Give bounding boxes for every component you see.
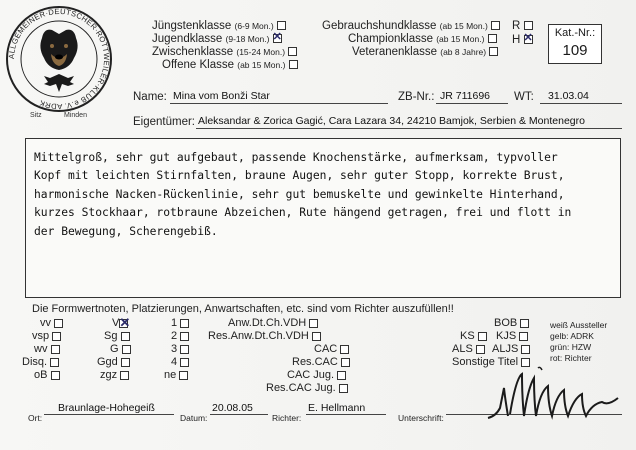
- checkbox-r[interactable]: [524, 21, 533, 30]
- datum-underline: [210, 414, 268, 415]
- class-juengsten[interactable]: Jüngstenklasse (6-9 Mon.): [152, 20, 286, 32]
- title-cac-jug[interactable]: CAC Jug.: [287, 369, 346, 381]
- checkbox-place-1[interactable]: [180, 319, 189, 328]
- checkbox-disq[interactable]: [50, 358, 59, 367]
- evaluation-line: Kopf mit leichten Stirnfalten, braune Augen, sehr guter Stopp, korrekte Brust,: [34, 169, 565, 183]
- grade-disq[interactable]: Disq.: [22, 356, 59, 368]
- datum-value[interactable]: 20.08.05: [212, 402, 253, 414]
- checkbox-ks[interactable]: [478, 332, 487, 341]
- checkbox-res-cac-jug[interactable]: [339, 384, 348, 393]
- zb-underline: [436, 103, 508, 104]
- title-cac[interactable]: CAC: [314, 343, 349, 355]
- seal-sitz: Sitz: [30, 112, 42, 119]
- title-res-cac-jug[interactable]: Res.CAC Jug.: [266, 382, 348, 394]
- check-x-icon: ✕: [272, 31, 282, 44]
- checkbox-sg[interactable]: [121, 332, 130, 341]
- grade-wv[interactable]: wv: [34, 343, 60, 355]
- class-champion[interactable]: Championklasse (ab 15 Mon.): [348, 33, 497, 45]
- adrk-seal-icon: [4, 4, 114, 114]
- class-offene[interactable]: Offene Klasse (ab 15 Mon.): [162, 59, 298, 71]
- checkbox-h[interactable]: [523, 32, 533, 45]
- grade-vv[interactable]: vv: [40, 317, 63, 329]
- instruction-text: Die Formwertnoten, Platzierungen, Anwartschaften, etc. sind vom Richter auszufüllen!!: [32, 303, 454, 315]
- seal-ring-text: ALLGEMEINER·DEUTSCHER·ROTTWEILER·KLUB e.V. ADRK: [6, 6, 112, 112]
- copy-legend: weiß Aussteller gelb: ADRK grün: HZW rot: Richter: [550, 320, 608, 363]
- class-veteranen[interactable]: Veteranenklasse (ab 8 Jahre): [352, 46, 498, 58]
- checkbox-vsp[interactable]: [52, 332, 61, 341]
- grade-sg[interactable]: Sg: [104, 330, 130, 342]
- class-zwischen[interactable]: Zwischenklasse (15-24 Mon.): [152, 46, 297, 58]
- checkbox-place-2[interactable]: [180, 332, 189, 341]
- unterschrift-label: Unterschrift:: [398, 413, 444, 423]
- title-res-anw-dt-ch[interactable]: Res.Anw.Dt.Ch.VDH: [208, 330, 321, 342]
- checkbox-aljs[interactable]: [521, 345, 530, 354]
- place-2[interactable]: 2: [171, 330, 189, 342]
- catalog-number: 109: [562, 42, 588, 59]
- checkbox-res-anw-dt-ch[interactable]: [312, 332, 321, 341]
- checkbox-juengsten[interactable]: [277, 21, 286, 30]
- grade-vsp[interactable]: vsp: [32, 330, 61, 342]
- checkbox-place-ne[interactable]: [179, 371, 188, 380]
- checkbox-g[interactable]: [122, 345, 131, 354]
- grade-ob[interactable]: oB: [34, 369, 60, 381]
- richter-underline: [306, 414, 386, 415]
- catalog-box: [548, 24, 602, 64]
- class-gebrauchshund[interactable]: Gebrauchshundklasse (ab 15 Mon.): [322, 20, 500, 32]
- sex-h[interactable]: H ✕: [512, 32, 533, 46]
- title-res-cac[interactable]: Res.CAC: [292, 356, 350, 368]
- richter-value[interactable]: E. Hellmann: [308, 402, 366, 414]
- owner-underline: [196, 128, 622, 129]
- grade-zgz[interactable]: zgz: [100, 369, 129, 381]
- owner-value[interactable]: Aleksandar & Zorica Gagić, Cara Lazara 34, 24210 Bamjok, Serbien & Montenegro: [198, 115, 585, 127]
- checkbox-veteranen[interactable]: [489, 47, 498, 56]
- name-label: Name:: [133, 91, 167, 103]
- checkbox-v[interactable]: [119, 314, 131, 330]
- title-als[interactable]: ALS: [452, 343, 485, 355]
- checkbox-vv[interactable]: [54, 319, 63, 328]
- place-ne[interactable]: ne: [164, 369, 188, 381]
- checkbox-cac[interactable]: [340, 345, 349, 354]
- wt-value[interactable]: 31.03.04: [548, 90, 589, 102]
- place-4[interactable]: 4: [171, 356, 189, 368]
- title-bob[interactable]: BOB: [494, 317, 529, 329]
- eagle-emblem-icon: [44, 74, 74, 92]
- checkbox-place-3[interactable]: [180, 345, 189, 354]
- richter-label: Richter:: [272, 413, 302, 423]
- owner-label: Eigentümer:: [133, 116, 196, 128]
- title-aljs[interactable]: ALJS: [492, 343, 530, 355]
- ort-label: Ort:: [28, 413, 43, 423]
- checkbox-zgz[interactable]: [120, 371, 129, 380]
- class-jugend[interactable]: Jugendklasse (9-18 Mon.) ✕: [152, 31, 282, 45]
- title-kjs[interactable]: KJS: [496, 330, 528, 342]
- checkbox-gebrauchshund[interactable]: [491, 21, 500, 30]
- zb-label: ZB-Nr.:: [398, 91, 435, 103]
- title-ks[interactable]: KS: [460, 330, 487, 342]
- signature-icon[interactable]: [478, 358, 628, 428]
- checkbox-champion[interactable]: [488, 34, 497, 43]
- evaluation-line: harmonische Nacken-Rückenlinie, sehr gut bemuskelte und gewinkelte Hinterhand,: [34, 187, 565, 201]
- checkbox-place-4[interactable]: [180, 358, 189, 367]
- checkbox-ob[interactable]: [51, 371, 60, 380]
- checkbox-offene[interactable]: [289, 60, 298, 69]
- evaluation-line: kurzes Stockhaar, rotbraune Abzeichen, Rute hängend getragen, frei und flott in: [34, 206, 572, 220]
- wt-label: WT:: [514, 91, 534, 103]
- ort-value[interactable]: Braunlage-Hohegeiß: [58, 402, 155, 414]
- checkbox-bob[interactable]: [520, 319, 529, 328]
- title-anw-dt-ch[interactable]: Anw.Dt.Ch.VDH: [228, 317, 318, 329]
- datum-label: Datum:: [180, 413, 208, 423]
- evaluation-line: der Bewegung, Scherengebiß.: [34, 224, 218, 238]
- ort-underline: [44, 414, 174, 415]
- checkbox-wv[interactable]: [51, 345, 60, 354]
- checkbox-kjs[interactable]: [519, 332, 528, 341]
- check-x-icon: ✕: [523, 32, 533, 45]
- check-x-icon: ✕: [119, 314, 131, 330]
- checkbox-jugend[interactable]: [272, 31, 282, 44]
- checkbox-anw-dt-ch[interactable]: [309, 319, 318, 328]
- checkbox-cac-jug[interactable]: [337, 371, 346, 380]
- rottweiler-head-icon: [40, 30, 77, 70]
- wt-underline: [540, 103, 622, 104]
- name-underline: [170, 103, 388, 104]
- place-1[interactable]: 1: [171, 317, 189, 329]
- grade-v[interactable]: V ✕: [112, 314, 131, 330]
- catalog-label: Kat.-Nr.:: [554, 27, 596, 39]
- place-3[interactable]: 3: [171, 343, 189, 355]
- checkbox-zwischen[interactable]: [288, 47, 297, 56]
- grade-g[interactable]: G: [110, 343, 131, 355]
- name-value[interactable]: Mina vom Bonži Star: [173, 90, 270, 102]
- sex-r[interactable]: R: [512, 20, 533, 32]
- checkbox-ggd[interactable]: [121, 358, 130, 367]
- checkbox-res-cac[interactable]: [341, 358, 350, 367]
- zb-value[interactable]: JR 711696: [440, 90, 491, 102]
- checkbox-als[interactable]: [476, 345, 485, 354]
- grade-ggd[interactable]: Ggd: [97, 356, 130, 368]
- evaluation-line: Mittelgroß, sehr gut aufgebaut, passende Knochenstärke, aufmerksam, typvoller: [34, 151, 558, 164]
- seal-minden: Minden: [64, 112, 87, 119]
- title-sonstige[interactable]: Sonstige Titel: [452, 356, 530, 368]
- evaluation-textbox[interactable]: [25, 138, 621, 298]
